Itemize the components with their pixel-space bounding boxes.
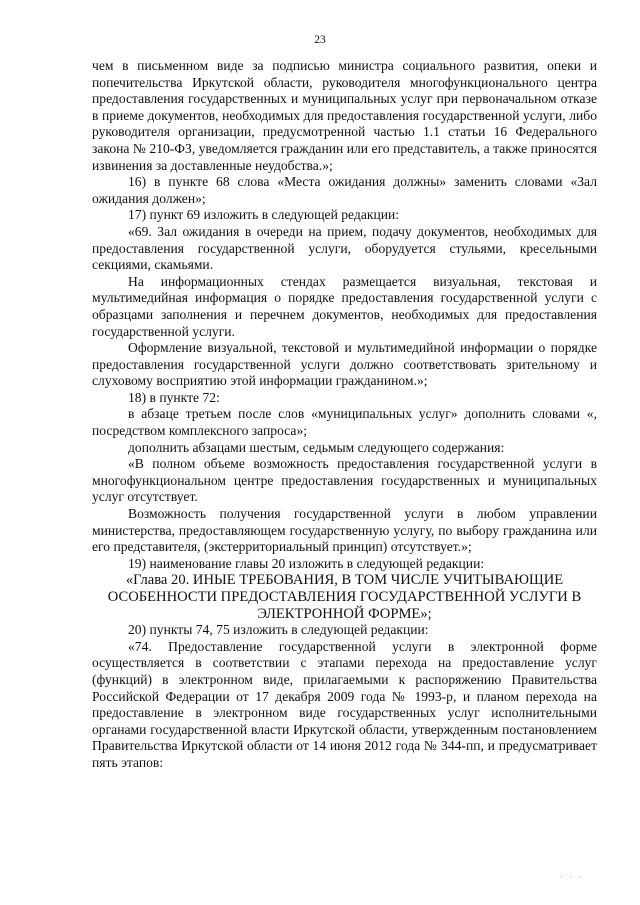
- document-body: [92, 58, 597, 772]
- scan-artifact: · · ·: [560, 872, 584, 882]
- paragraph-clause-74: «74. Предоставление государственной услуги в электронной форме осуществляется в соответствии с этапами перехода на предоставление услуг (функций) в электронном виде, прилагаемыми к распоряжению Правительства Российской Федерации от 17 декабря 2009 года № 1993-р, и планом перехода на предоставление в электронном виде государственных услуг исполнительными органами государственной власти Иркутской области, утвержденным постановлением Правительства Иркутской области от 14 июня 2012 года № 344-пп, и предусматривает пять этапов:: [92, 638, 597, 770]
- paragraph-info-design: Оформление визуальной, текстовой и мультимедийной информации о порядке предоставления государственной услуги должно соответствовать зрительному и слуховому восприятию этой информации гражданином.»;: [92, 340, 597, 389]
- chapter-heading: «Глава 20. ИНЫЕ ТРЕБОВАНИЯ, В ТОМ ЧИСЛЕ УЧИТЫВАЮЩИЕ ОСОБЕННОСТИ ПРЕДОСТАВЛЕНИЯ ГОСУДАРСТВЕННОЙ УСЛУГИ В ЭЛЕКТРОННОЙ ФОРМЕ»;: [107, 572, 582, 622]
- page-number: 23: [314, 34, 326, 46]
- paragraph-info-stands: На информационных стендах размещается визуальная, текстовая и мультимедийная информация о порядке предоставления государственной услуги с образцами заполнения и перечнем документов, необходимых для предоставления государственной услуги.: [92, 273, 597, 339]
- paragraph-extraterritorial: Возможность получения государственной услуги в любом управлении министерства, предоставляющем государственную услугу, по выбору гражданина или его представителя, (экстерриториальный принцип) отсутствует.»;: [92, 506, 597, 555]
- paragraph-abzac-third: в абзаце третьем после слов «муниципальных услуг» дополнить словами «, посредством комплексного запроса»;: [92, 406, 597, 439]
- paragraph-item-17: 17) пункт 69 изложить в следующей редакции:: [128, 207, 400, 223]
- paragraph-item-20: 20) пункты 74, 75 изложить в следующей редакции:: [128, 622, 429, 638]
- paragraph-item-18: 18) в пункте 72:: [128, 389, 220, 405]
- paragraph-clause-69: «69. Зал ожидания в очереди на прием, подачу документов, необходимых для предоставления государственной услуги, оборудуется стульями, кресельными секциями, скамьями.: [92, 223, 597, 273]
- paragraph-item-16: 16) в пункте 68 слова «Места ожидания должны» заменить словами «Зал ожидания должен»;: [92, 174, 597, 206]
- paragraph-add-abzacs: дополнить абзацами шестым, седьмым следующего содержания:: [128, 439, 505, 455]
- paragraph-mfc: «В полном объеме возможность предоставления государственной услуги в многофункциональном центре предоставления государственных и муниципальных услуг отсутствует.: [92, 456, 597, 505]
- paragraph-continuation: чем в письменном виде за подписью министра социального развития, опеки и попечительства Иркутской области, руководителя многофункционального центра предоставления государственных и муниципальных услуг при первоначальном отказе в приеме документов, необходимых для предоставления государственной услуги, либо руководителя организации, предусмотренной частью 1.1 статьи 16 Федерального закона № 210-ФЗ, уведомляется гражданин или его представитель, а также приносятся извинения за доставленные неудобства.»;: [92, 58, 597, 173]
- paragraph-item-19: 19) наименование главы 20 изложить в следующей редакции:: [128, 555, 485, 571]
